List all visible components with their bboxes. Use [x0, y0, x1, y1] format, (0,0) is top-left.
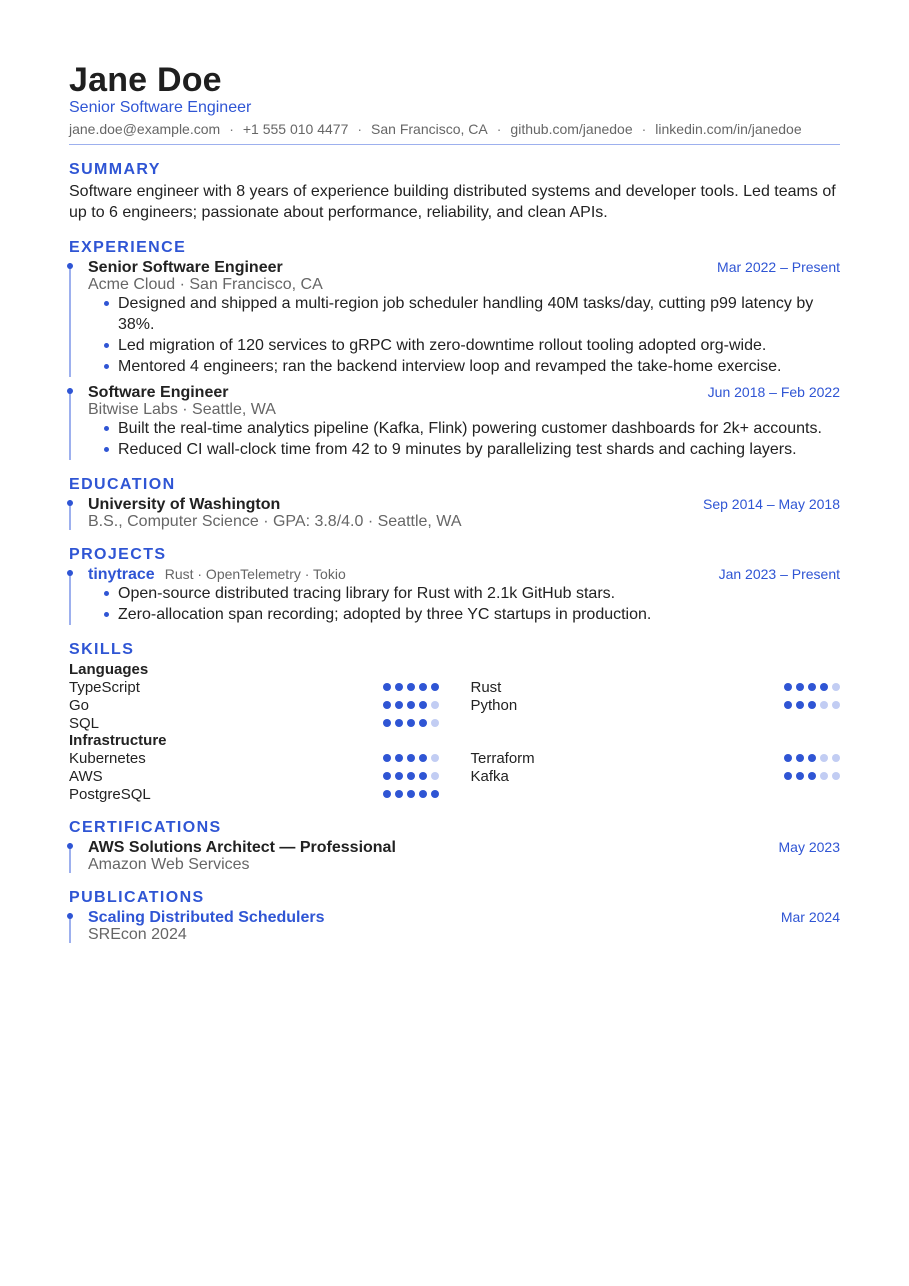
skill-name: PostgreSQL	[69, 785, 151, 803]
bullet-item: Designed and shipped a multi-region job scheduler handling 40M tasks/day, cutting p99 latency by 38%.	[100, 293, 840, 335]
contact-phone[interactable]: +1 555 010 4477	[242, 121, 349, 137]
skill-name: Terraform	[470, 749, 535, 767]
skill-row	[69, 767, 439, 785]
rating-dot-filled	[407, 790, 415, 798]
rating-dot-empty	[820, 772, 828, 780]
section-heading-skills: SKILLS	[69, 641, 135, 658]
rating-dot-filled	[383, 790, 391, 798]
job-company: Acme Cloud · San Francisco, CA	[88, 276, 323, 293]
timeline-dot	[67, 263, 73, 269]
rating-dot-filled	[784, 701, 792, 709]
projects-section	[69, 545, 840, 625]
rating-dot-filled	[383, 701, 391, 709]
skill-grid	[69, 678, 840, 732]
contact-github[interactable]: github.com/janedoe	[510, 121, 633, 137]
skill-rating	[784, 701, 840, 709]
contact-separator: ·	[229, 121, 234, 137]
skill-row	[471, 767, 841, 785]
skill-row	[69, 696, 439, 714]
rating-dot-filled	[820, 683, 828, 691]
entry-header	[88, 909, 840, 926]
summary-text: Software engineer with 8 years of experience building distributed systems and developer tools. Led teams of up to 6 engineers; passionate about performance, reliability, and clean APIs.	[69, 183, 836, 221]
certification-date: May 2023	[778, 839, 840, 855]
entry-header	[88, 259, 840, 276]
timeline-dot	[67, 913, 73, 919]
section-heading-experience: EXPERIENCE	[69, 239, 187, 256]
section-heading-education: EDUCATION	[69, 476, 176, 493]
rating-dot-filled	[407, 701, 415, 709]
experience-entry	[69, 259, 840, 377]
degree-detail: B.S., Computer Science · GPA: 3.8/4.0 · Seattle, WA	[88, 513, 462, 530]
entry-header	[88, 384, 840, 401]
rating-dot-empty	[431, 701, 439, 709]
rating-dot-filled	[383, 754, 391, 762]
skill-name: Kubernetes	[69, 749, 146, 767]
rating-dot-filled	[419, 701, 427, 709]
rating-dot-filled	[808, 772, 816, 780]
skill-rating	[383, 719, 439, 727]
section-heading-certifications: CERTIFICATIONS	[69, 819, 222, 836]
skill-row	[69, 714, 439, 732]
rating-dot-filled	[407, 683, 415, 691]
publication-date: Mar 2024	[780, 909, 840, 925]
resume-header	[69, 60, 840, 145]
certification-issuer: Amazon Web Services	[88, 856, 250, 873]
skill-name: SQL	[69, 714, 100, 732]
rating-dot-filled	[419, 683, 427, 691]
rating-dot-filled	[407, 772, 415, 780]
resume-content	[69, 60, 840, 950]
bullet-item: Built the real-time analytics pipeline (Kafka, Flink) powering customer dashboards for 2k+ accounts.	[100, 418, 840, 439]
rating-dot-empty	[832, 701, 840, 709]
bullet-item: Led migration of 120 services to gRPC with zero-downtime rollout tooling adopted org-wide.	[100, 335, 840, 356]
skill-name: Rust	[470, 678, 502, 696]
skill-name: AWS	[69, 767, 103, 785]
timeline-dot	[67, 843, 73, 849]
bullet-item: Zero-allocation span recording; adopted by three YC startups in production.	[100, 604, 840, 625]
rating-dot-empty	[431, 772, 439, 780]
rating-dot-empty	[832, 754, 840, 762]
rating-dot-filled	[784, 683, 792, 691]
skill-grid	[69, 749, 840, 803]
section-heading-summary: SUMMARY	[69, 161, 161, 178]
contact-separator: ·	[357, 121, 363, 137]
rating-dot-filled	[796, 701, 804, 709]
rating-dot-empty	[431, 754, 439, 762]
job-dates: Mar 2022 – Present	[717, 259, 840, 275]
experience-section	[69, 238, 840, 460]
rating-dot-empty	[820, 754, 828, 762]
entry-header	[88, 566, 840, 583]
contact-line	[69, 120, 840, 145]
rating-dot-empty	[832, 683, 840, 691]
skill-category: Infrastructure	[69, 732, 167, 749]
rating-dot-filled	[808, 683, 816, 691]
candidate-title: Senior Software Engineer	[69, 99, 252, 116]
publication-entry	[69, 909, 840, 943]
skill-rating	[383, 701, 439, 709]
skill-row	[471, 749, 841, 767]
school-name: University of Washington	[88, 496, 281, 513]
contact-email[interactable]: jane.doe@example.com	[69, 121, 221, 137]
rating-dot-filled	[796, 754, 804, 762]
skill-row	[471, 696, 841, 714]
skill-row	[471, 678, 841, 696]
skill-rating	[784, 772, 840, 780]
rating-dot-filled	[431, 790, 439, 798]
rating-dot-filled	[383, 719, 391, 727]
rating-dot-empty	[431, 719, 439, 727]
rating-dot-filled	[395, 772, 403, 780]
certifications-section	[69, 818, 840, 873]
rating-dot-filled	[407, 754, 415, 762]
contact-separator: ·	[496, 121, 502, 137]
rating-dot-filled	[796, 683, 804, 691]
certification-entry	[69, 839, 840, 873]
job-title: Senior Software Engineer	[88, 259, 283, 276]
rating-dot-filled	[395, 683, 403, 691]
publication-venue: SREcon 2024	[88, 926, 187, 943]
education-section	[69, 475, 840, 530]
publications-section	[69, 888, 840, 943]
section-heading-projects: PROJECTS	[69, 546, 167, 563]
timeline-dot	[67, 388, 73, 394]
rating-dot-filled	[407, 719, 415, 727]
rating-dot-filled	[784, 772, 792, 780]
timeline-dot	[67, 500, 73, 506]
rating-dot-filled	[808, 701, 816, 709]
rating-dot-empty	[832, 772, 840, 780]
project-name[interactable]: tinytrace	[88, 566, 155, 583]
job-bullets	[88, 418, 840, 460]
skill-row	[69, 678, 439, 696]
rating-dot-empty	[820, 701, 828, 709]
job-bullets	[88, 293, 840, 377]
contact-location: San Francisco, CA	[371, 121, 488, 137]
project-dates: Jan 2023 – Present	[718, 566, 840, 582]
skill-name: Kafka	[470, 767, 509, 785]
skill-rating	[383, 754, 439, 762]
entry-header	[88, 496, 840, 513]
skills-section	[69, 640, 840, 803]
rating-dot-filled	[395, 754, 403, 762]
skill-name: Go	[69, 696, 90, 714]
timeline-dot	[67, 570, 73, 576]
experience-entry	[69, 384, 840, 460]
project-name-link[interactable]	[88, 566, 346, 583]
rating-dot-filled	[419, 790, 427, 798]
rating-dot-filled	[419, 772, 427, 780]
rating-dot-filled	[395, 790, 403, 798]
contact-separator: ·	[641, 121, 647, 137]
skill-name: Python	[470, 696, 518, 714]
rating-dot-filled	[784, 754, 792, 762]
job-title: Software Engineer	[88, 384, 229, 401]
rating-dot-filled	[383, 683, 391, 691]
skill-rating	[784, 754, 840, 762]
job-dates: Jun 2018 – Feb 2022	[707, 384, 840, 400]
contact-linkedin[interactable]: linkedin.com/in/janedoe	[655, 121, 802, 137]
summary-section	[69, 160, 840, 223]
publication-title-link[interactable]: Scaling Distributed Schedulers	[88, 909, 325, 926]
project-bullets	[88, 583, 840, 625]
skill-name: TypeScript	[69, 678, 140, 696]
bullet-item: Mentored 4 engineers; ran the backend interview loop and revamped the take-home exercise.	[100, 356, 840, 377]
rating-dot-filled	[383, 772, 391, 780]
project-tech: Rust · OpenTelemetry · Tokio	[164, 566, 346, 582]
skill-rating	[383, 772, 439, 780]
bullet-item: Reduced CI wall-clock time from 42 to 9 minutes by parallelizing test shards and caching layers.	[100, 439, 840, 460]
rating-dot-filled	[431, 683, 439, 691]
section-heading-publications: PUBLICATIONS	[69, 889, 205, 906]
rating-dot-filled	[796, 772, 804, 780]
skill-category: Languages	[69, 661, 149, 678]
skill-row	[69, 785, 439, 803]
rating-dot-filled	[395, 701, 403, 709]
bullet-item: Open-source distributed tracing library for Rust with 2.1k GitHub stars.	[100, 583, 840, 604]
skill-row	[69, 749, 439, 767]
entry-header	[88, 839, 840, 856]
education-entry	[69, 496, 840, 530]
candidate-name: Jane Doe	[69, 61, 222, 99]
skill-rating	[784, 683, 840, 691]
rating-dot-filled	[419, 754, 427, 762]
rating-dot-filled	[808, 754, 816, 762]
education-dates: Sep 2014 – May 2018	[703, 496, 840, 512]
rating-dot-filled	[395, 719, 403, 727]
certification-name: AWS Solutions Architect — Professional	[88, 839, 396, 856]
skill-rating	[383, 790, 439, 798]
skill-rating	[383, 683, 439, 691]
project-entry	[69, 566, 840, 625]
rating-dot-filled	[419, 719, 427, 727]
job-company: Bitwise Labs · Seattle, WA	[88, 401, 276, 418]
